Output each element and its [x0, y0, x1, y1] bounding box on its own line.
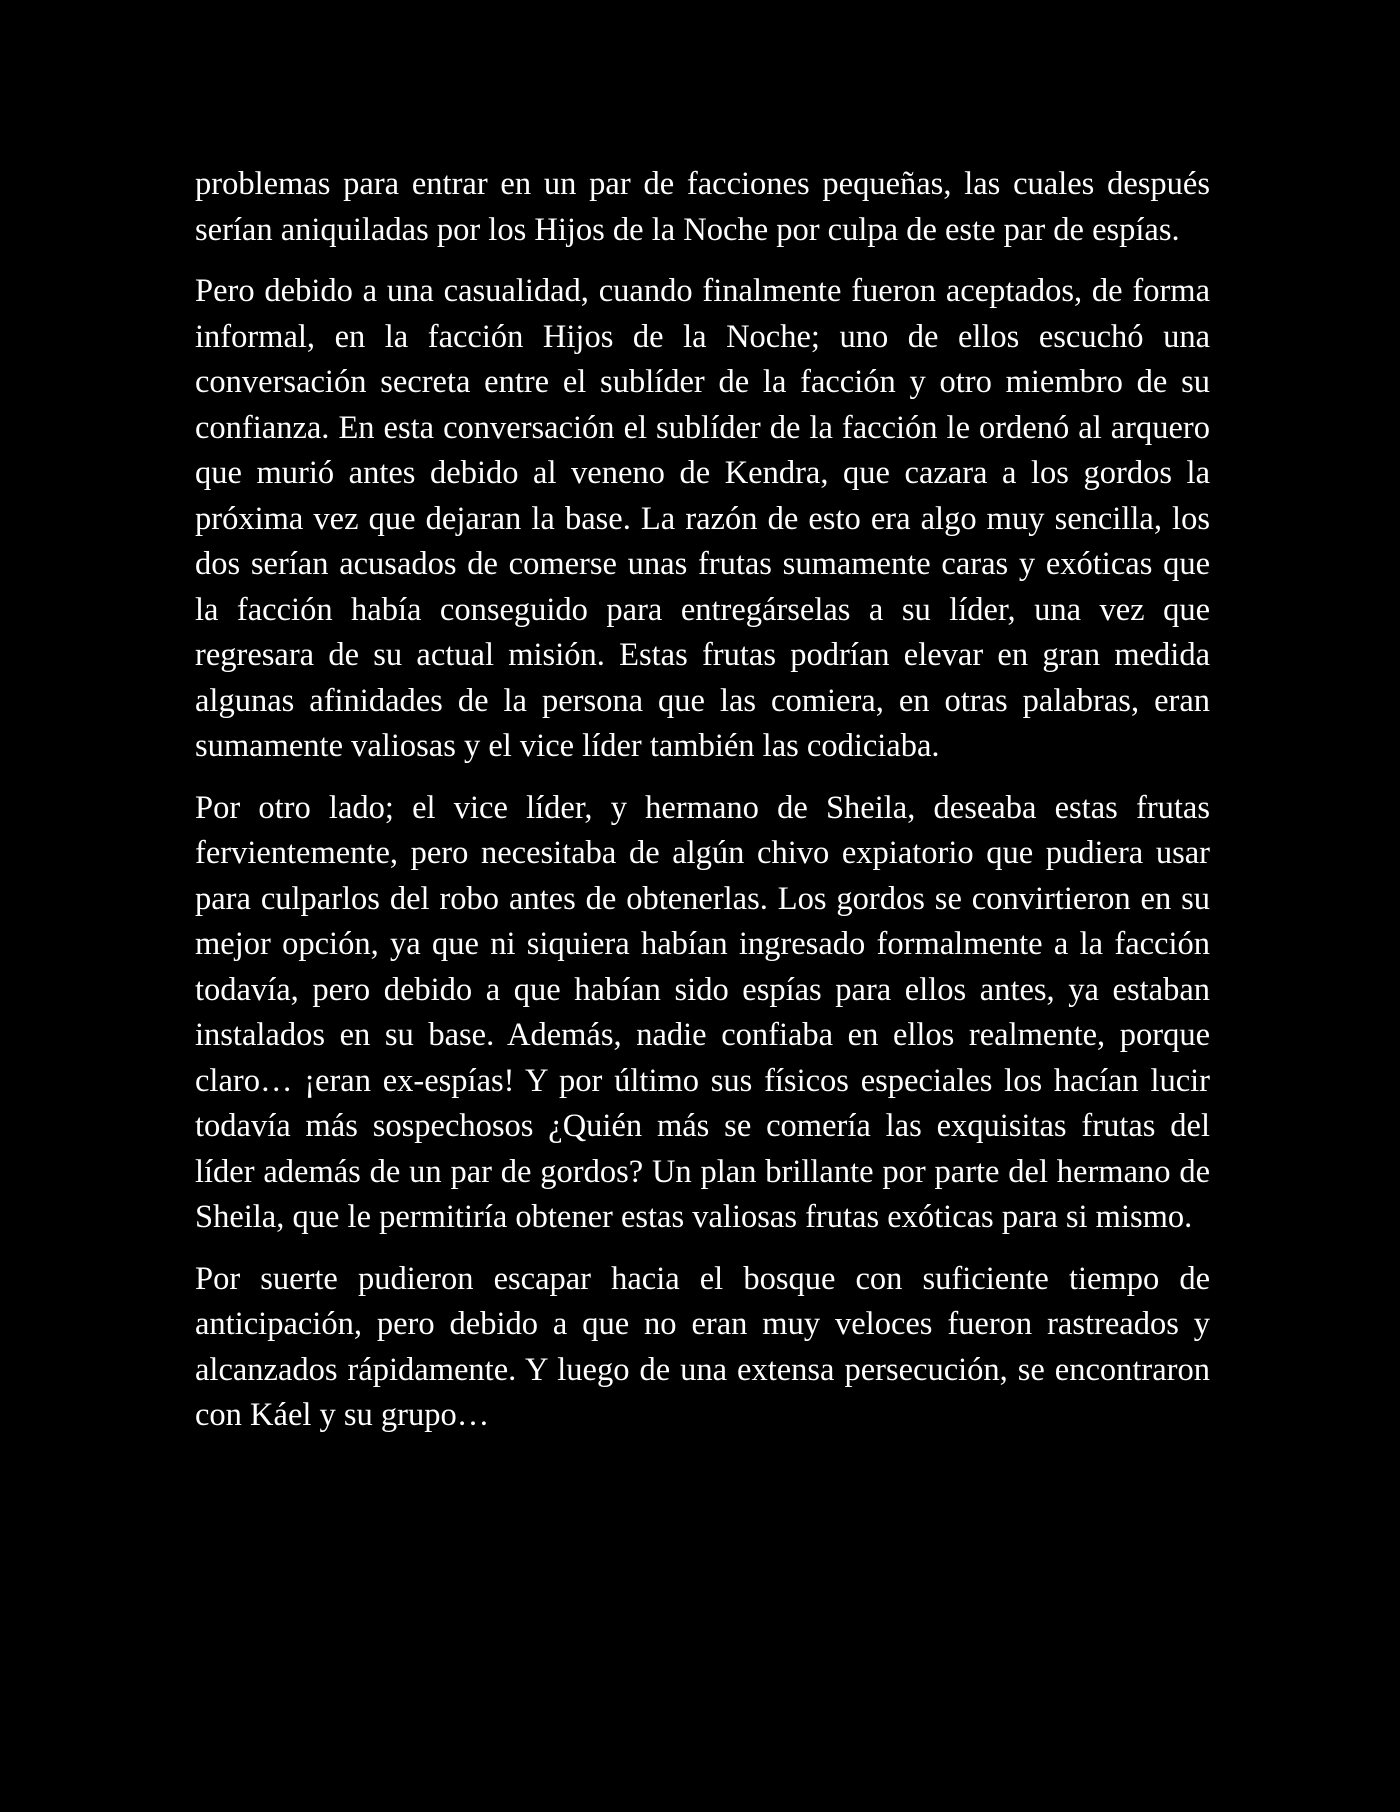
paragraph-1: problemas para entrar en un par de facciones pequeñas, las cuales después serían aniquiladas por los Hijos de la Noche por culpa de este par de espías. [195, 166, 1210, 248]
paragraph-3: Por otro lado; el vice líder, y hermano de Sheila, deseaba estas frutas fervientemente, pero necesitaba de algún chivo expiatorio que pudiera usar para culparlos del robo antes de obtenerlas. Los gordos se convirtieron en su mejor opción, ya que ni siquiera habían ingresado formalmente a la facción todavía, pero debido a que habían sido espías para ellos antes, ya estaban instalados en su base. Además, nadie confiaba en ellos realmente, porque claro… ¡eran ex-espías! Y por último sus físicos especiales los hacían lucir todavía más sospechosos ¿Quién más se comería las exquisitas frutas del líder además de un par de gordos? Un plan brillante por parte del hermano de Sheila, que le permitiría obtener estas valiosas frutas exóticas para si mismo. [195, 789, 1210, 1235]
paragraph-2: Pero debido a una casualidad, cuando finalmente fueron aceptados, de forma informal, en la facción Hijos de la Noche; uno de ellos escuchó una conversación secreta entre el sublíder de la facción y otro miembro de su confianza. En esta conversación el sublíder de la facción le ordenó al arquero que murió antes debido al veneno de Kendra, que cazara a los gordos la próxima vez que dejaran la base. La razón de esto era algo muy sencilla, los dos serían acusados de comerse unas frutas sumamente caras y exóticas que la facción había conseguido para entregárselas a su líder, una vez que regresara de su actual misión. Estas frutas podrían elevar en gran medida algunas afinidades de la persona que las comiera, en otras palabras, eran sumamente valiosas y el vice líder también las codiciaba. [195, 273, 1210, 764]
paragraph-4: Por suerte pudieron escapar hacia el bosque con suficiente tiempo de anticipación, pero debido a que no eran muy veloces fueron rastreados y alcanzados rápidamente. Y luego de una extensa persecución, se encontraron con Káel y su grupo… [195, 1260, 1210, 1433]
document-page [195, 162, 1210, 1439]
